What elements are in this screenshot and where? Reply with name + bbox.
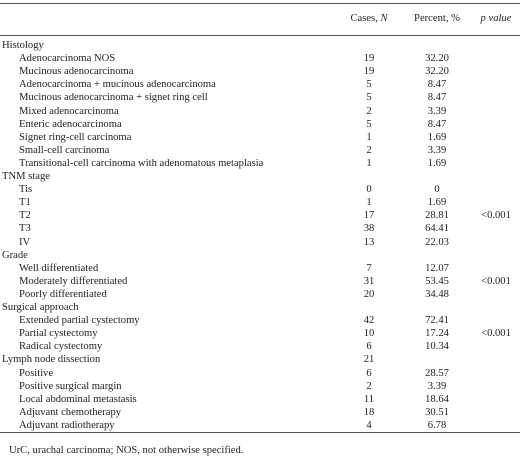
cell-percent: 28.81 (425, 210, 449, 222)
cell-cases: 31 (363, 275, 375, 287)
cell-cases: 0 (366, 184, 372, 196)
cell-percent: 1.69 (427, 131, 447, 143)
cell-percent: 64.41 (425, 223, 449, 235)
cell-cases: 5 (366, 92, 372, 104)
cell-percent: 22.03 (425, 236, 449, 248)
table-row (0, 236, 520, 249)
cell-percent: 6.78 (427, 419, 447, 431)
table-row (0, 262, 520, 275)
cell-cases: 17 (363, 210, 375, 222)
cell-percent: 10.34 (425, 341, 449, 353)
cell-percent: 3.39 (427, 105, 447, 117)
cell-percent: 18.64 (425, 393, 449, 405)
cell-cases: 10 (363, 328, 375, 340)
header-rule (0, 35, 520, 36)
cell-percent: 17.24 (425, 328, 449, 340)
table-row (0, 419, 520, 432)
cell-percent: 72.41 (425, 315, 449, 327)
cell-cases: 6 (366, 341, 372, 353)
table-row (0, 406, 520, 419)
table-row (0, 157, 520, 170)
table-row (0, 288, 520, 301)
table-row (0, 39, 520, 52)
cell-cases: 5 (366, 118, 372, 130)
table-row (0, 275, 520, 288)
cell-cases: 4 (366, 419, 372, 431)
header-cases (349, 12, 389, 25)
bottom-rule (0, 432, 520, 433)
section-label: TNM stage (2, 171, 50, 182)
cell-pvalue: <0.001 (481, 275, 511, 287)
cell-cases: 13 (363, 236, 375, 248)
row-label: Signet ring-cell carcinoma (19, 131, 132, 143)
table-row (0, 170, 520, 183)
section-label: Lymph node dissection (2, 354, 101, 366)
row-label: T3 (19, 223, 31, 235)
table-row (0, 52, 520, 65)
row-label: Tis (19, 184, 33, 196)
cell-cases: 1 (366, 157, 372, 169)
cell-cases: 1 (366, 197, 372, 209)
cell-percent: 32.20 (425, 53, 449, 65)
row-label: Positive surgical margin (19, 380, 122, 392)
cell-pvalue: <0.001 (481, 328, 511, 340)
cell-cases: 42 (363, 315, 375, 327)
row-label: Mucinous adenocarcinoma (19, 66, 134, 78)
row-label: Enteric adenocarcinoma (19, 118, 122, 130)
table-row (0, 353, 520, 366)
header-percent: Percent, % (414, 13, 460, 24)
cell-cases: 19 (363, 53, 375, 65)
cell-cases: 19 (363, 66, 375, 78)
table-row (0, 314, 520, 327)
row-label: Adjuvant chemotherapy (19, 406, 122, 418)
table-row (0, 78, 520, 91)
table-row (0, 196, 520, 209)
table-row (0, 393, 520, 406)
cell-cases: 2 (366, 105, 372, 117)
row-label: Adenocarcinoma NOS (19, 53, 116, 65)
table-footnote: UrC, urachal carcinoma; NOS, not otherwise specified. (9, 445, 244, 456)
row-label: Extended partial cystectomy (19, 315, 140, 327)
table-row (0, 91, 520, 104)
row-label: T1 (19, 197, 31, 209)
cell-cases: 6 (366, 367, 372, 379)
table-row (0, 222, 520, 235)
row-label: Moderately differentiated (19, 275, 128, 287)
table-row (0, 65, 520, 78)
top-rule (0, 3, 520, 4)
section-label: Histology (2, 40, 44, 51)
table-row (0, 249, 520, 262)
row-label: Local abdominal metastasis (19, 393, 137, 405)
cell-percent: 32.20 (425, 66, 449, 78)
row-label: Mixed adenocarcinoma (19, 105, 119, 117)
table-row (0, 327, 520, 340)
table-row (0, 209, 520, 222)
cell-cases: 21 (363, 354, 375, 366)
header-cases-n: N (380, 13, 388, 24)
table-row (0, 340, 520, 353)
row-label: Poorly differentiated (19, 288, 107, 300)
row-label: Mucinous adenocarcinoma + signet ring cell (19, 92, 208, 104)
table-row (0, 144, 520, 157)
row-label: Radical cystectomy (19, 341, 103, 353)
section-label: Grade (2, 249, 28, 261)
table-row (0, 380, 520, 393)
row-label: Small-cell carcinoma (19, 144, 110, 156)
header-cases-text: Cases, N (350, 13, 388, 24)
row-label: Transitional-cell carcinoma with adenomatous metaplasia (19, 157, 264, 169)
cell-percent: 3.39 (427, 144, 447, 156)
cell-percent: 1.69 (427, 197, 447, 209)
table-row (0, 105, 520, 118)
cell-cases: 11 (363, 393, 375, 405)
cell-cases: 18 (363, 406, 375, 418)
cell-percent: 30.51 (425, 406, 449, 418)
cell-percent: 12.07 (425, 262, 449, 274)
row-label: IV (19, 236, 31, 248)
row-label: Adenocarcinoma + mucinous adenocarcinoma (19, 79, 216, 91)
cell-percent: 28.57 (425, 367, 449, 379)
row-label: Well differentiated (19, 262, 99, 274)
header-pvalue: p value (480, 13, 512, 24)
table-row (0, 367, 520, 380)
cell-cases: 38 (363, 223, 375, 235)
table-row (0, 183, 520, 196)
cell-percent: 8.47 (427, 79, 447, 91)
cell-percent: 0 (434, 184, 440, 196)
cell-percent: 1.69 (427, 157, 447, 169)
cell-percent: 8.47 (427, 92, 447, 104)
cell-pvalue: <0.001 (481, 210, 511, 222)
cell-percent: 34.48 (425, 288, 449, 300)
row-label: T2 (19, 210, 31, 222)
row-label: Partial cystectomy (19, 328, 98, 340)
cell-percent: 53.45 (425, 275, 449, 287)
table-row (0, 118, 520, 131)
section-label: Surgical approach (2, 302, 79, 313)
cell-percent: 8.47 (427, 118, 447, 130)
row-label: Adjuvant radiotherapy (19, 419, 115, 431)
table-row (0, 301, 520, 314)
row-label: Positive (19, 367, 54, 379)
table-row (0, 131, 520, 144)
cell-cases: 2 (366, 380, 372, 392)
cell-cases: 20 (363, 288, 375, 300)
cell-percent: 3.39 (427, 380, 447, 392)
cell-cases: 1 (366, 131, 372, 143)
cell-cases: 2 (366, 144, 372, 156)
cell-cases: 7 (366, 262, 372, 274)
cell-cases: 5 (366, 79, 372, 91)
